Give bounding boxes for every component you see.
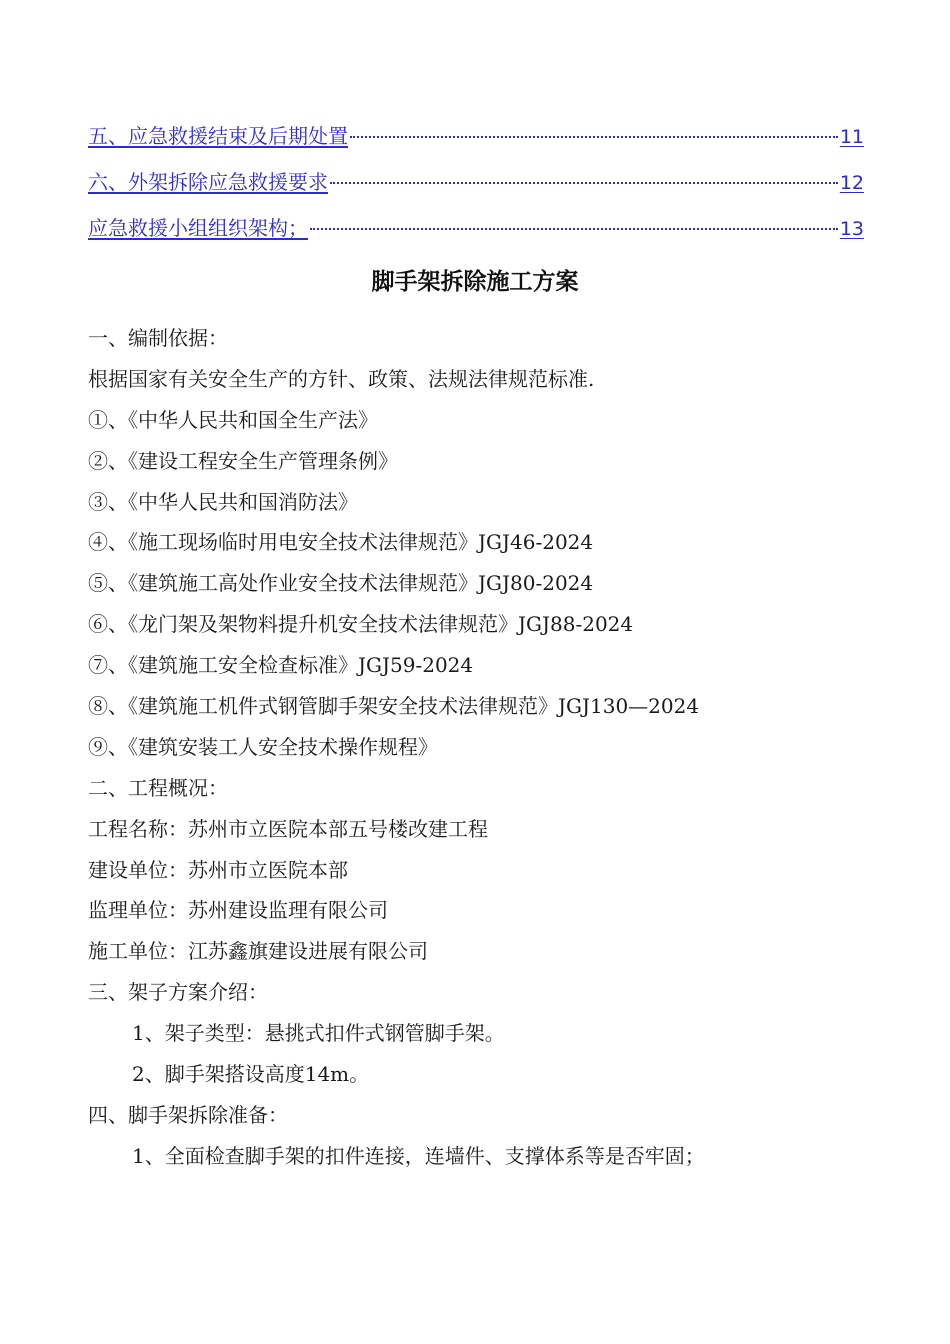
toc-entry-page: 11 xyxy=(839,126,864,148)
body-line: ③、《中华人民共和国消防法》 xyxy=(88,489,358,514)
body-line: 施工单位：江苏鑫旗建设进展有限公司 xyxy=(88,939,428,964)
table-of-contents xyxy=(88,118,864,256)
toc-entry-title: 五、应急救援结束及后期处置 xyxy=(88,124,348,148)
toc-dot-leader xyxy=(330,182,838,184)
body-line: 四、脚手架拆除准备： xyxy=(88,1102,288,1127)
toc-entry-title: 应急救援小组组织架构； xyxy=(88,216,308,240)
body-line: 根据国家有关安全生产的方针、政策、法规法律规范标准. xyxy=(88,366,595,391)
body-line: ②、《建设工程安全生产管理条例》 xyxy=(88,448,398,473)
body-line: 监理单位：苏州建设监理有限公司 xyxy=(88,898,388,923)
document-title: 脚手架拆除施工方案 xyxy=(371,269,579,295)
toc-dot-leader xyxy=(310,228,838,230)
body-line: 三、架子方案介绍： xyxy=(88,980,268,1005)
document-body xyxy=(88,318,888,1177)
toc-dot-leader xyxy=(350,136,838,138)
body-line: ⑨、《建筑安装工人安全技术操作规程》 xyxy=(88,734,438,759)
body-line: 1、架子类型：悬挑式扣件式钢管脚手架。 xyxy=(132,1021,505,1046)
body-line: ①、《中华人民共和国全生产法》 xyxy=(88,407,378,432)
toc-entry-emergency-end[interactable] xyxy=(88,118,864,164)
body-line: ⑤、《建筑施工高处作业安全技术法律规范》JGJ80-2024 xyxy=(88,571,594,596)
toc-entry-page: 12 xyxy=(839,172,864,194)
body-line: 一、编制依据： xyxy=(88,326,228,350)
toc-entry-title: 六、外架拆除应急救援要求 xyxy=(88,170,328,194)
body-line: ⑧、《建筑施工机件式钢管脚手架安全技术法律规范》JGJ130—2024 xyxy=(88,694,700,719)
body-line: ⑥、《龙门架及架物料提升机安全技术法律规范》JGJ88-2024 xyxy=(88,612,634,637)
body-line: 工程名称：苏州市立医院本部五号楼改建工程 xyxy=(88,816,488,841)
body-line: 1、全面检查脚手架的扣件连接，连墙件、支撑体系等是否牢固； xyxy=(132,1143,705,1168)
toc-entry-rescue-team[interactable] xyxy=(88,210,864,256)
body-line: ④、《施工现场临时用电安全技术法律规范》JGJ46-2024 xyxy=(88,530,594,555)
body-line: 二、工程概况： xyxy=(88,775,228,800)
body-line: 建设单位：苏州市立医院本部 xyxy=(88,857,348,882)
body-line: ⑦、《建筑施工安全检查标准》JGJ59-2024 xyxy=(88,653,474,678)
toc-entry-page: 13 xyxy=(839,218,864,240)
body-line: 2、脚手架搭设高度14m。 xyxy=(132,1062,370,1087)
toc-entry-rescue-requirements[interactable] xyxy=(88,164,864,210)
